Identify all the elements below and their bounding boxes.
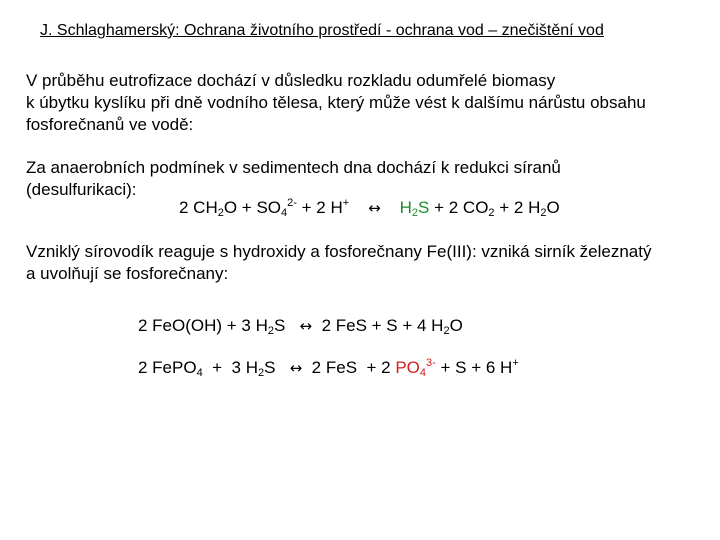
eq-term: 2 FeS + S + 4 H [321,316,444,335]
slide-header: J. Schlaghamerský: Ochrana životního prostředí - ochrana vod – znečištění vod [40,22,604,39]
eq-highlight-po4 [395,358,435,377]
eq-term: S [274,316,286,335]
eq-subscript: 4 [281,207,288,219]
equation-desulfurication [179,197,560,219]
eq-term: 2 FeO(OH) + 3 H [138,316,268,335]
eq-superscript: 3- [426,357,436,369]
text-line: k úbytku kyslíku při dně vodního tělesa, který může vést k dalšímu nárůstu obsahu [26,93,646,112]
text-line: V průběhu eutrofizace dochází v důsledku rozkladu odumřelé biomasy [26,71,556,90]
eq-term: + 2 CO [429,198,489,217]
eq-term: H [399,198,412,217]
eq-highlight-h2s [400,198,430,217]
eq-subscript: 2 [488,207,495,219]
eq-superscript: + [512,357,519,369]
eq-term: + 2 H [296,198,343,217]
eq-subscript: 2 [411,207,419,219]
eq-term: + S + 6 H [435,358,513,377]
eq-term: 2 FeS + 2 [311,358,396,377]
eq-subscript: 2 [540,207,547,219]
equation-feooh [138,315,463,337]
eq-term: S [418,198,430,217]
eq-subscript: 4 [196,367,203,379]
paragraph-eutrophication [26,70,706,136]
eq-term: S [264,358,276,377]
eq-subscript: 2 [443,325,450,337]
eq-term: O + SO [223,198,282,217]
text-line: Za anaerobních podmínek v sedimentech dna dochází k redukci síranů [26,158,561,177]
eq-subscript: 2 [258,367,265,379]
text-line: a uvolňují se fosforečnany: [26,264,229,283]
equilibrium-arrow-icon: ↔ [289,359,303,377]
eq-term: 2 CH [179,198,218,217]
eq-superscript: 2- [287,197,297,209]
paragraph-sulfate-reduction [26,157,706,201]
text-line: fosforečnanů ve vodě: [26,115,194,134]
equilibrium-arrow-icon: ↔ [299,317,313,335]
eq-term: O [449,316,463,335]
eq-term: + 3 H [202,358,258,377]
eq-term: PO [395,358,420,377]
equation-fepo4 [138,357,519,379]
eq-subscript: 2 [267,325,275,337]
equilibrium-arrow-icon: ↔ [368,199,381,217]
text-line: (desulfurikaci): [26,180,137,199]
eq-subscript: 2 [217,207,224,219]
eq-superscript: + [342,197,350,209]
eq-term: + 2 H [494,198,541,217]
eq-subscript: 4 [419,367,426,379]
eq-term: O [546,198,560,217]
paragraph-hydrogen-sulfide [26,241,706,285]
eq-term: 2 FePO [138,358,197,377]
text-line: Vzniklý sírovodík reaguje s hydroxidy a fosforečnany Fe(III): vzniká sirník železnatý [26,242,652,261]
